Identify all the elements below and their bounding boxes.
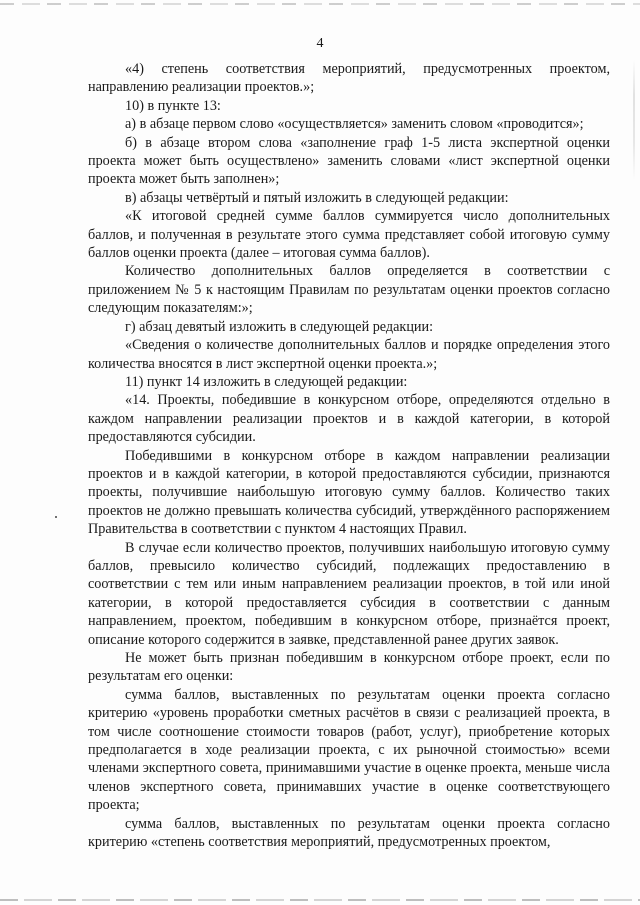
paragraph-point-10: 10) в пункте 13: (125, 97, 221, 114)
paragraph-point-11: 11) пункт 14 изложить в следующей редакции: (125, 373, 408, 390)
paragraph-tie-case: В случае если количество проектов, получивших наибольшую итоговую сумму баллов, превысило количество субсидий, подлежащих предоставлению в соответствии с тем или иным направлением реализации проектов, в той или иной категории, в которой предоставляется субсидия в соответствии с данным направлением, проектом, победившим в конкурсном отборе, признаётся проект, описание которого содержится в заявке, представленной ранее других заявок. (88, 539, 610, 648)
document-body (88, 60, 610, 851)
paragraph-quote-total-score: «К итоговой средней сумме баллов суммируется число дополнительных баллов, и полученная в результате этого сумма представляет собой итоговую сумму баллов оценки проекта (далее – итоговая сумма баллов). (88, 208, 610, 262)
paragraph-criterion-compliance: сумма баллов, выставленных по результатам оценки проекта согласно критерию «степень соответствия мероприятий, предусмотренных проектом, (88, 815, 610, 851)
paragraph-subpoint-v: в) абзацы четвёртый и пятый изложить в следующей редакции: (125, 189, 509, 206)
stray-mark (55, 516, 57, 518)
paragraph-additional-points: Количество дополнительных баллов определяется в соответствии с приложением № 5 к настоящим Правилам по результатам оценки проектов согласно следующим показателям:»; (88, 263, 610, 317)
paragraph-criterion-estimates: сумма баллов, выставленных по результатам оценки проекта согласно критерию «уровень проработки сметных расчётов в связи с реализацией проекта, в том числе соотношение стоимости товаров (работ, услуг), приобретение которых предполагается в ходе реализации проекта, с их рыночной стоимостью» всеми членами экспертного совета, принимавшими участие в оценке проекта, меньше числа членов экспертного совета, принимавших участие в оценке соответствующего проекта; (88, 686, 610, 814)
paragraph-winners: Победившими в конкурсном отборе в каждом направлении реализации проектов и в каждой категории, в которой предоставляются субсидии, признаются проекты, получившие наибольшую итоговую сумму баллов. Количество таких проектов не должно превышать количества субсидий, утверждённого распоряжением Правительства в соответствии с пунктом 4 настоящих Правил. (88, 447, 610, 538)
paragraph-subpoint-g: г) абзац девятый изложить в следующей редакции: (125, 318, 434, 335)
paragraph-quote-info: «Сведения о количестве дополнительных баллов и порядке определения этого количества вносятся в лист экспертной оценки проекта.»; (88, 337, 610, 372)
paragraph-quote-14: «14. Проекты, победившие в конкурсном отборе, определяются отдельно в каждом направлении реализации проектов и в каждой категории, в которой предоставляются субсидии. (88, 392, 610, 446)
paragraph-amend-4: «4) степень соответствия мероприятий, предусмотренных проектом, направлению реализации проектов.»; (88, 61, 610, 96)
paragraph-not-winner: Не может быть признан победившим в конкурсном отборе проект, если по результатам его оценки: (88, 650, 610, 685)
page-number: 4 (316, 36, 324, 51)
scan-edge-top (0, 3, 640, 5)
scan-edge-bottom (0, 899, 640, 901)
scan-edge-right (633, 60, 635, 180)
paragraph-subpoint-a: а) в абзаце первом слово «осуществляется» заменить словом «проводится»; (125, 116, 584, 133)
paragraph-subpoint-b: б) в абзаце втором слова «заполнение граф 1-5 листа экспертной оценки проекта может быть осуществлено» заменить словами «лист экспертной оценки проекта может быть заполнен»; (88, 134, 610, 188)
